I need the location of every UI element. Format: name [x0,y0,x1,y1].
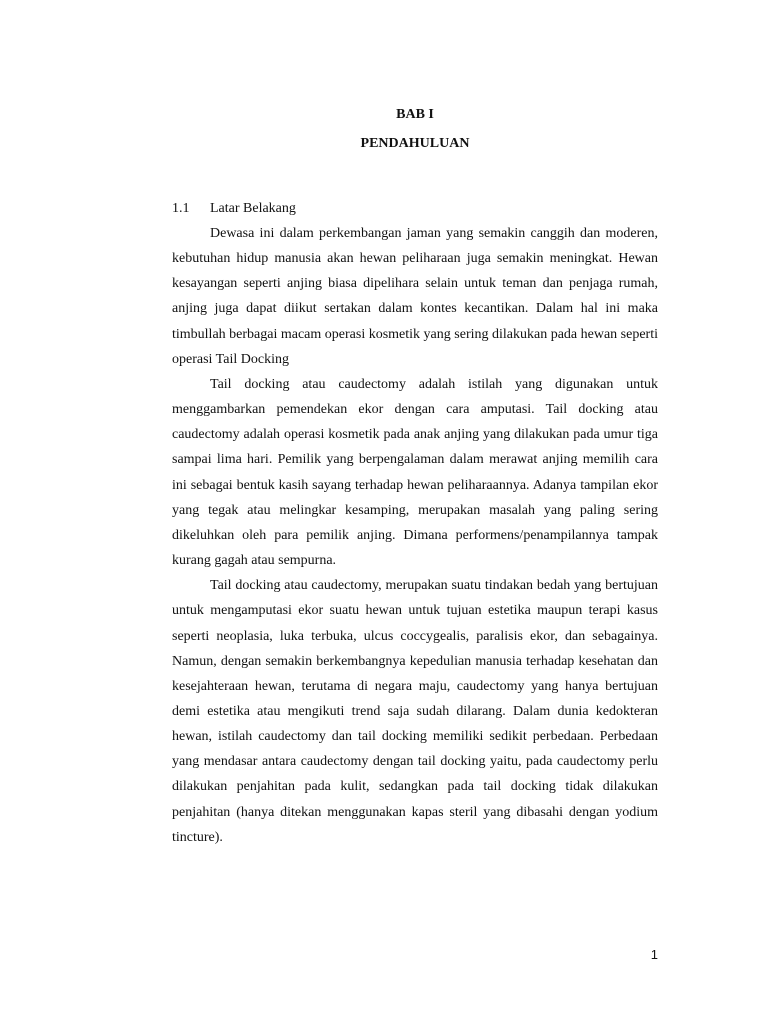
section-title: Latar Belakang [210,201,296,216]
paragraph-3: Tail docking atau caudectomy, merupakan suatu tindakan bedah yang bertujuan untuk mengamputasi ekor suatu hewan untuk tujuan estetika maupun terapi kasus seperti neoplasia, luka terbuka, ulcus coccygealis, paralisis ekor, dan sebagainya. Namun, dengan semakin berkembangnya kepedulian manusia terhadap kesehatan dan kesejahteraan hewan, terutama di negara maju, caudectomy yang hanya bertujuan demi estetika atau mengikuti trend saja sudah dilarang. Dalam dunia kedokteran hewan, istilah caudectomy dan tail docking memiliki sedikit perbedaan. Perbedaan yang mendasar antara caudectomy dengan tail docking yaitu, pada caudectomy perlu dilakukan penjahitan pada kulit, sedangkan pada tail docking tidak dilakukan penjahitan (hanya ditekan menggunakan kapas steril yang dibasahi dengan yodium tincture). [172,578,658,845]
chapter-title: PENDAHULUAN [360,136,470,151]
page-number: 1 [650,947,658,962]
section-number: 1.1 [172,201,190,216]
body-text [172,196,658,850]
paragraph-2: Tail docking atau caudectomy adalah istilah yang digunakan untuk menggambarkan pemendekan ekor dengan cara amputasi. Tail docking atau caudectomy adalah operasi kosmetik pada anak anjing yang dilakukan pada umur tiga sampai lima hari. Pemilik yang berpengalaman dalam merawat anjing memilih cara ini sebagai bentuk kasih sayang terhadap hewan peliharaannya. Adanya tampilan ekor yang tegak atau melingkar kesamping, merupakan masalah yang paling sering dikeluhkan oleh para pemilik anjing. Dimana performens/penampilannya tampak kurang gagah atau sempurna. [172,376,658,569]
section-heading [172,196,658,221]
paragraph-1: Dewasa ini dalam perkembangan jaman yang semakin canggih dan moderen, kebutuhan hidup manusia akan hewan peliharaan juga semakin meningkat. Hewan kesayangan seperti anjing biasa dipelihara selain untuk teman dan penjaga rumah, anjing juga dapat diikut sertakan dalam kontes kecantikan. Dalam hal ini maka timbullah berbagai macam operasi kosmetik yang sering dilakukan pada hewan seperti operasi Tail Docking [172,226,658,367]
chapter-number: BAB I [396,107,434,122]
